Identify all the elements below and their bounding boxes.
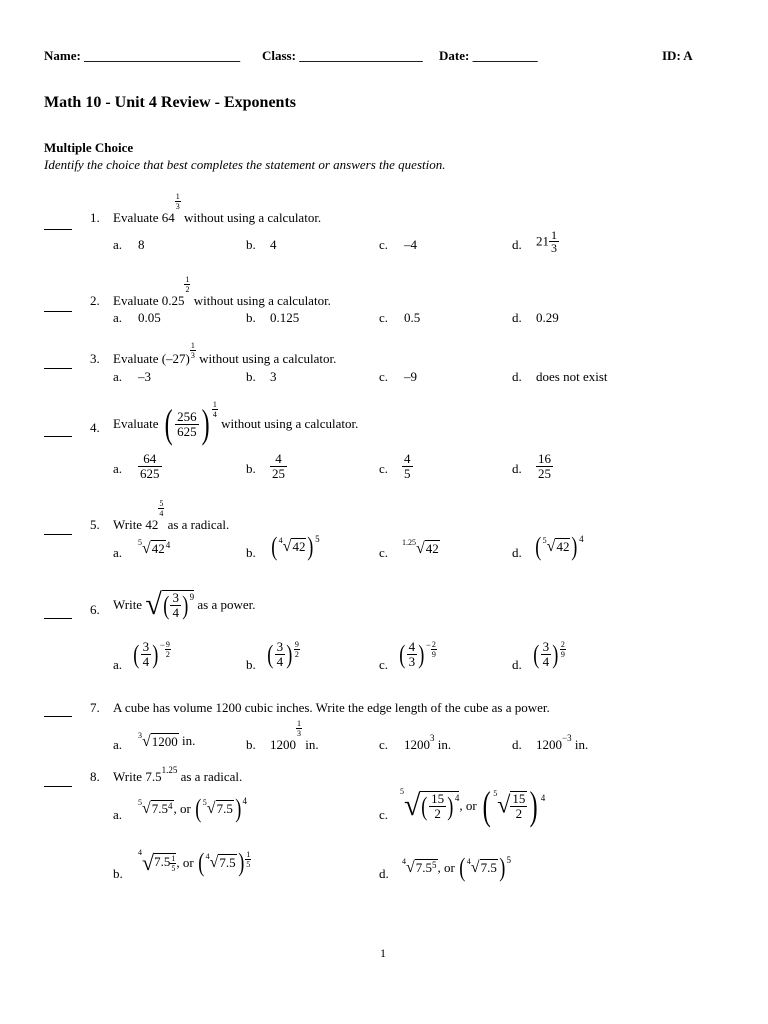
choice-c[interactable]: –4 bbox=[404, 237, 417, 252]
question-text: Write 42 $\frac{5}{4}$ as a radical. bbox=[113, 499, 230, 532]
choice-b[interactable]: $^4$√7.5 $\frac{1}{5}$ , or ($^4$√7.5) $\frac{1}{5}$ bbox=[138, 848, 251, 877]
answer-blank[interactable] bbox=[44, 786, 72, 787]
choice-b[interactable]: 3 bbox=[270, 369, 277, 384]
choice-a[interactable]: 0.05 bbox=[138, 310, 161, 325]
choice-c[interactable]: $^5$√( $\frac{15}{2}$ )$^4$, or ( $^5$√ $\frac{15}{2}$ ) $^4$ bbox=[400, 783, 546, 828]
question-number: 5. bbox=[90, 517, 100, 532]
choice-a[interactable]: $^3$√1200 in. bbox=[138, 731, 196, 751]
choice-c[interactable]: $\frac{4}{5}$ bbox=[404, 451, 411, 481]
choice-d[interactable]: ( $\frac{3}{4}$ ) $\frac{2}{9}$ bbox=[533, 639, 565, 669]
answer-blank[interactable] bbox=[44, 368, 72, 369]
question-text: Evaluate (–27) $\frac{1}{3}$ without using a calculator. bbox=[113, 341, 337, 366]
choice-letter: d. bbox=[512, 545, 522, 560]
choice-letter: c. bbox=[379, 310, 389, 325]
question-text: Evaluate ( $\frac{256}{625}$ ) $\frac{1}{4}$ without using a calculator. bbox=[113, 400, 359, 446]
question-text: Write $7.5^{1.25}$ as a radical. bbox=[113, 765, 243, 784]
choice-letter: d. bbox=[379, 866, 389, 881]
choice-a[interactable]: ( $\frac{3}{4}$ )− $\frac{9}{2}$ bbox=[133, 639, 170, 669]
choice-letter: d. bbox=[512, 737, 522, 752]
choice-letter: c. bbox=[379, 369, 389, 384]
choice-letter: d. bbox=[512, 461, 522, 476]
choice-letter: d. bbox=[512, 237, 522, 252]
name-field-label: Name: ________________________ bbox=[44, 48, 241, 63]
answer-blank[interactable] bbox=[44, 229, 72, 230]
choice-letter: a. bbox=[113, 737, 123, 752]
page-number: 1 bbox=[380, 946, 386, 960]
choice-c[interactable]: 0.5 bbox=[404, 310, 421, 325]
choice-b[interactable]: $\frac{4}{25}$ bbox=[272, 451, 285, 481]
choice-letter: a. bbox=[113, 310, 123, 325]
choice-d[interactable]: does not exist bbox=[536, 369, 608, 384]
choice-d[interactable]: $(^5√42)^4$ bbox=[535, 532, 584, 561]
choice-letter: d. bbox=[512, 369, 522, 384]
date-field-label: Date: __________ bbox=[439, 48, 538, 63]
answer-blank[interactable] bbox=[44, 436, 72, 437]
choice-letter: b. bbox=[113, 866, 123, 881]
choice-letter: b. bbox=[246, 461, 256, 476]
choice-letter: b. bbox=[246, 237, 256, 252]
section-heading: Multiple Choice bbox=[44, 140, 134, 155]
question-text: Write √( $\frac{3}{4}$ )$^9$ as a power. bbox=[113, 588, 256, 621]
choice-letter: b. bbox=[246, 369, 256, 384]
choice-letter: b. bbox=[246, 310, 256, 325]
choice-letter: b. bbox=[246, 737, 256, 752]
choice-letter: d. bbox=[512, 310, 522, 325]
class-field-label: Class: ___________________ bbox=[262, 48, 423, 63]
choice-letter: a. bbox=[113, 461, 123, 476]
question-number: 3. bbox=[90, 351, 100, 366]
choice-letter: a. bbox=[113, 807, 123, 822]
choice-letter: b. bbox=[246, 545, 256, 560]
choice-letter: a. bbox=[113, 657, 123, 672]
choice-c[interactable]: –9 bbox=[404, 369, 417, 384]
choice-d[interactable]: $^4√7.5^5$, or $(^4√7.5)^5$ bbox=[402, 853, 511, 882]
question-number: 8. bbox=[90, 769, 100, 784]
choice-a[interactable]: 8 bbox=[138, 237, 145, 252]
choice-d[interactable]: 0.29 bbox=[536, 310, 559, 325]
choice-b[interactable]: $(^4√42)^5$ bbox=[271, 532, 320, 561]
choice-letter: d. bbox=[512, 657, 522, 672]
choice-letter: a. bbox=[113, 545, 123, 560]
choice-a[interactable]: $\frac{64}{625}$ bbox=[140, 451, 160, 481]
choice-letter: b. bbox=[246, 657, 256, 672]
question-text: Evaluate 0.25 $\frac{1}{2}$ without using a calculator. bbox=[113, 275, 331, 308]
choice-letter: a. bbox=[113, 369, 123, 384]
choice-letter: c. bbox=[379, 657, 389, 672]
choice-d[interactable]: $\frac{16}{25}$ bbox=[538, 451, 551, 481]
answer-blank[interactable] bbox=[44, 311, 72, 312]
question-number: 2. bbox=[90, 293, 100, 308]
choice-a[interactable]: $^5√7.5^4$, or $(^5√7.5)^4$ bbox=[138, 794, 247, 823]
answer-blank[interactable] bbox=[44, 716, 72, 717]
choice-c[interactable]: 1200$^3$ in. bbox=[404, 733, 452, 752]
choice-c[interactable]: $^{1.25}$√42 bbox=[402, 538, 439, 558]
choice-a[interactable]: –3 bbox=[138, 369, 151, 384]
choice-c[interactable]: ( $\frac{4}{3}$ )− $\frac{2}{9}$ bbox=[399, 639, 436, 669]
answer-blank[interactable] bbox=[44, 534, 72, 535]
choice-letter: c. bbox=[379, 807, 389, 822]
choice-d[interactable]: 21 $\frac{1}{3}$ bbox=[536, 228, 557, 255]
choice-letter: c. bbox=[379, 237, 389, 252]
question-text: A cube has volume 1200 cubic inches. Write the edge length of the cube as a power. bbox=[113, 700, 550, 715]
choice-letter: a. bbox=[113, 237, 123, 252]
id-label: ID: A bbox=[662, 48, 693, 63]
choice-b[interactable]: ( $\frac{3}{4}$ ) $\frac{9}{2}$ bbox=[267, 639, 299, 669]
choice-b[interactable]: 0.125 bbox=[270, 310, 300, 325]
answer-blank[interactable] bbox=[44, 618, 72, 619]
page-title: Math 10 - Unit 4 Review - Exponents bbox=[44, 94, 296, 111]
question-number: 7. bbox=[90, 700, 100, 715]
choice-b[interactable]: 1200 $\frac{1}{3}$ in. bbox=[270, 719, 319, 752]
choice-letter: c. bbox=[379, 737, 389, 752]
question-number: 4. bbox=[90, 420, 100, 435]
choice-letter: c. bbox=[379, 545, 389, 560]
question-number: 6. bbox=[90, 602, 100, 617]
choice-a[interactable]: $^5√42^4$ bbox=[138, 538, 171, 558]
choice-d[interactable]: $1200^{-3}$ in. bbox=[536, 733, 589, 752]
choice-letter: c. bbox=[379, 461, 389, 476]
choice-b[interactable]: 4 bbox=[270, 237, 277, 252]
instructions: Identify the choice that best completes the statement or answers the question. bbox=[44, 157, 446, 172]
question-number: 1. bbox=[90, 210, 100, 225]
question-text: Evaluate 64 $\frac{1}{3}$ without using a calculator. bbox=[113, 192, 322, 225]
